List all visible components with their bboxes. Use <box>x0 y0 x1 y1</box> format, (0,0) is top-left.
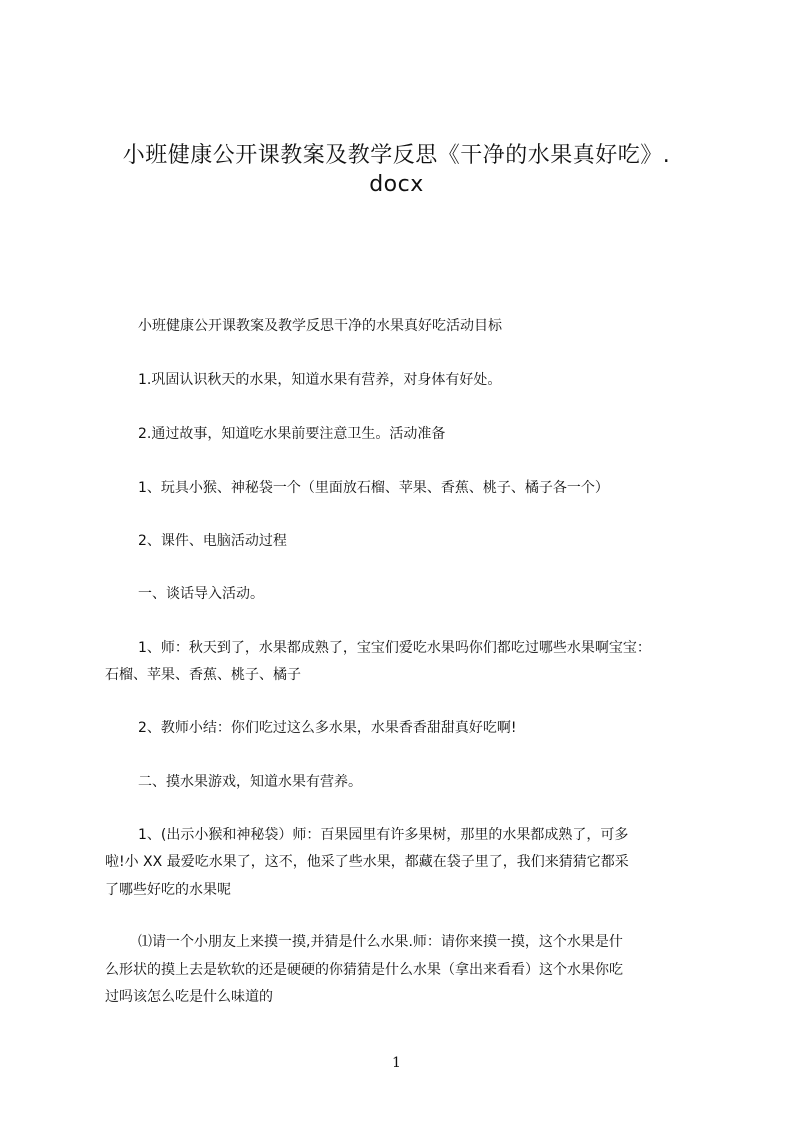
paragraph-objectives-heading: 小班健康公开课教案及教学反思干净的水果真好吃活动目标 <box>138 318 502 334</box>
paragraph-line: ⑴请一个小朋友上来摸一摸,并猜是什么水果.师：请你来摸一摸，这个水果是什 <box>138 934 623 950</box>
page-number: 1 <box>392 1055 401 1071</box>
paragraph-prep-2: 2、课件、电脑活动过程 <box>138 533 287 549</box>
paragraph-line: 啦!小 XX 最爱吃水果了，这不，他采了些水果，都藏在袋子里了，我们来猜猜它都采 <box>105 854 629 870</box>
paragraph-line: 1、(出示小猴和神秘袋）师：百果园里有许多果树，那里的水果都成熟了，可多 <box>138 827 629 843</box>
paragraph-line: 了哪些好吃的水果呢 <box>105 882 231 898</box>
paragraph-line: 过吗该怎么吃是什么味道的 <box>105 989 273 1005</box>
paragraph-prep-1: 1、玩具小猴、神秘袋一个（里面放石榴、苹果、香蕉、桃子、橘子各一个） <box>138 480 609 496</box>
document-title-line-2: docx <box>369 172 424 197</box>
document-title-line-1: 小班健康公开课教案及教学反思《干净的水果真好吃》. <box>122 143 671 168</box>
paragraph-teacher-summary: 2、教师小结：你们吃过这么多水果，水果香香甜甜真好吃啊! <box>138 720 517 736</box>
paragraph-goal-1: 1.巩固认识秋天的水果，知道水果有营养，对身体有好处。 <box>138 372 502 388</box>
paragraph-line: 石榴、苹果、香蕉、桃子、橘子 <box>105 667 301 683</box>
paragraph-line: 1、师：秋天到了，水果都成熟了，宝宝们爱吃水果吗你们都吃过哪些水果啊宝宝： <box>138 640 651 656</box>
paragraph-section-1: 一、谈话导入活动。 <box>138 586 264 602</box>
paragraph-line: 么形状的摸上去是软软的还是硬硬的你猜猜是什么水果（拿出来看看）这个水果你吃 <box>105 962 623 978</box>
paragraph-goal-2: 2.通过故事，知道吃水果前要注意卫生。活动准备 <box>138 426 446 442</box>
paragraph-section-2: 二、摸水果游戏，知道水果有营养。 <box>138 774 362 790</box>
